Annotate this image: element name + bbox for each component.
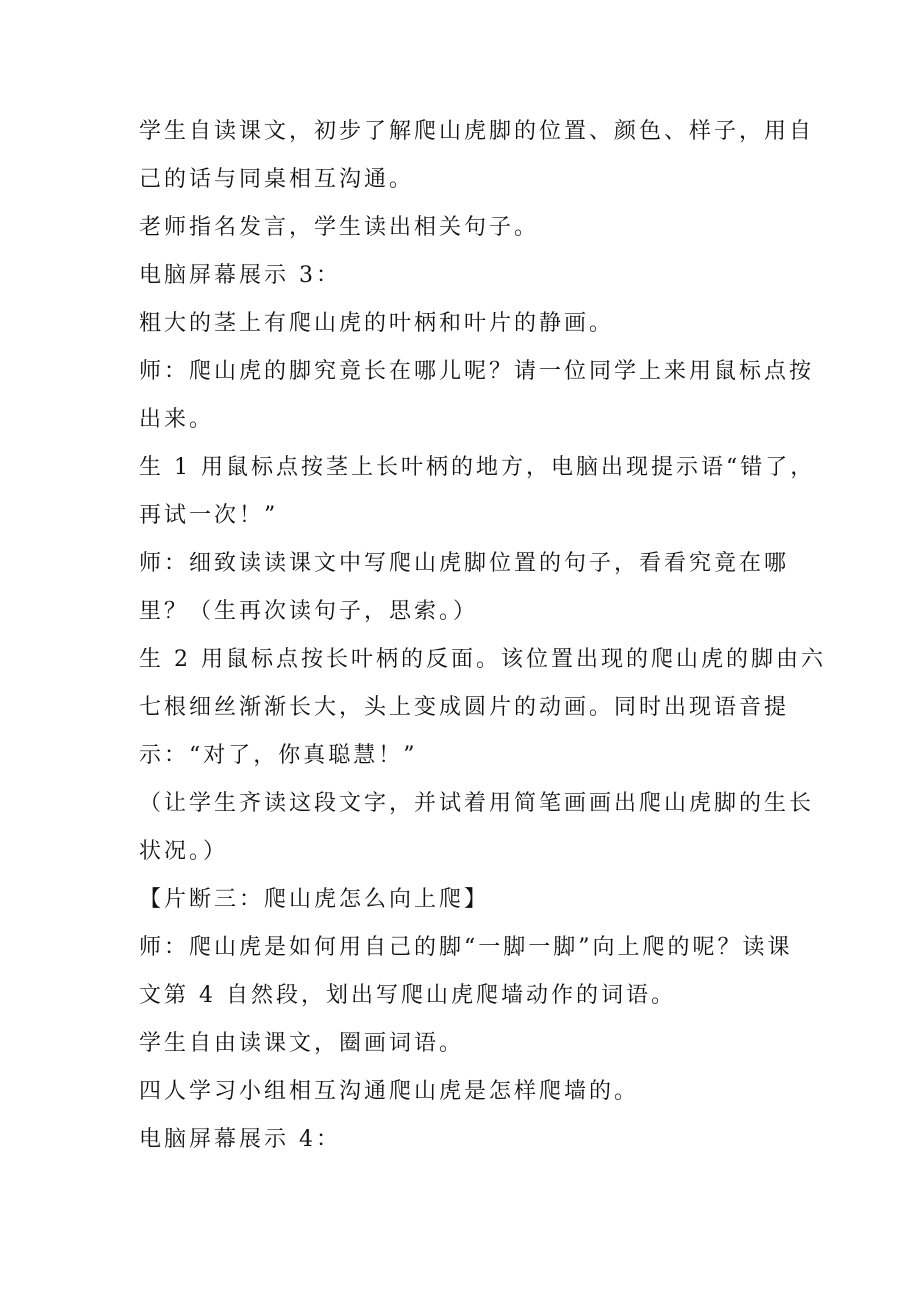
text-line: 学生自由读课文，圈画词语。 bbox=[139, 1031, 465, 1056]
text-line: 状况。） bbox=[139, 839, 229, 864]
text-line: 再试一次！” bbox=[139, 503, 279, 528]
text-line: 四人学习小组相互沟通爬山虎是怎样爬墙的。 bbox=[139, 1079, 640, 1104]
text-line: 老师指名发言，学生读出相关句子。 bbox=[139, 215, 540, 240]
text-line: 生 1 用鼠标点按茎上长叶柄的地方，电脑出现提示语“错了， bbox=[139, 455, 816, 480]
text-line: 电脑屏幕展示 4： bbox=[139, 1127, 341, 1152]
text-line: 己的话与同桌相互沟通。 bbox=[139, 167, 415, 192]
text-line: 学生自读课文，初步了解爬山虎脚的位置、颜色、样子，用自 bbox=[139, 119, 815, 144]
text-line: 七根细丝渐渐长大，头上变成圆片的动画。同时出现语音提 bbox=[139, 695, 790, 720]
text-line: 师：细致读读课文中写爬山虎脚位置的句子，看看究竟在哪 bbox=[139, 551, 790, 576]
text-line: 出来。 bbox=[139, 407, 215, 432]
text-line: 示：“对了，你真聪慧！” bbox=[139, 743, 418, 768]
text-line: 粗大的茎上有爬山虎的叶柄和叶片的静画。 bbox=[139, 311, 615, 336]
text-line: 里？（生再次读句子，思索。） bbox=[139, 599, 479, 624]
text-line: 电脑屏幕展示 3： bbox=[139, 263, 341, 288]
text-line: 师：爬山虎是如何用自己的脚“一脚一脚”向上爬的呢？读课 bbox=[139, 935, 793, 960]
text-line: 师：爬山虎的脚究竟长在哪儿呢？请一位同学上来用鼠标点按 bbox=[139, 359, 815, 384]
text-line: 生 2 用鼠标点按长叶柄的反面。该位置出现的爬山虎的脚由六 bbox=[139, 647, 826, 672]
text-line: （让学生齐读这段文字，并试着用简笔画画出爬山虎脚的生长 bbox=[139, 791, 815, 816]
text-line: 文第 4 自然段，划出写爬山虎爬墙动作的词语。 bbox=[139, 983, 676, 1008]
section-heading: 【片断三：爬山虎怎么向上爬】 bbox=[139, 887, 490, 912]
